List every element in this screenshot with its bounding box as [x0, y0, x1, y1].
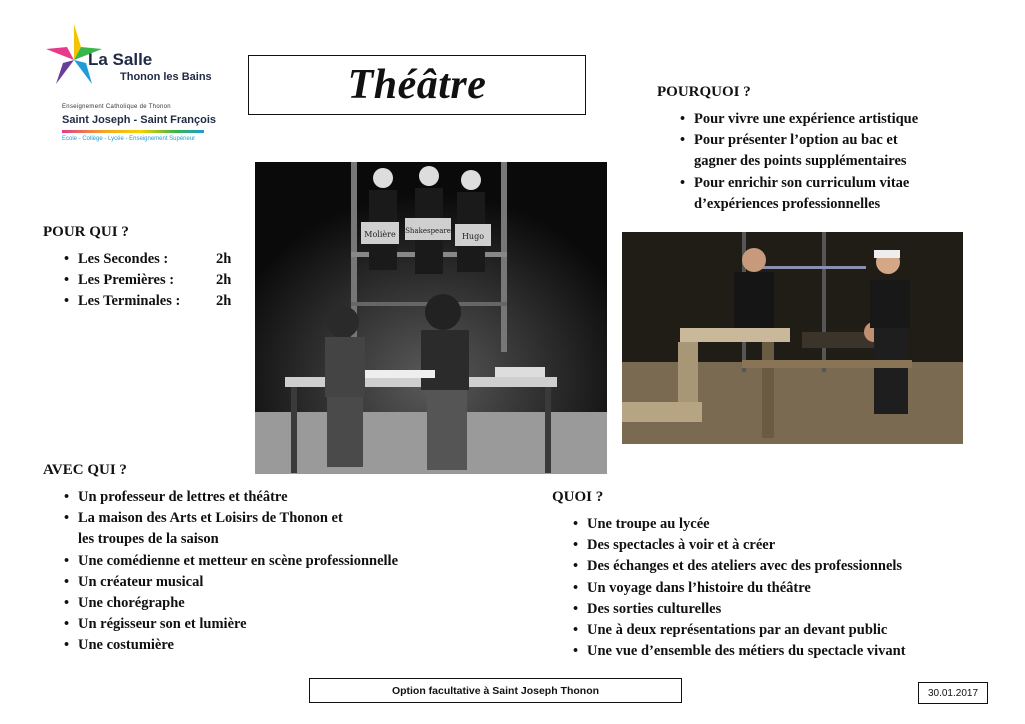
list-item: • La maison des Arts et Loisirs de Thonon et les troupes de la saison [64, 508, 398, 550]
list-item: • Une vue d’ensemble des métiers du spectacle vivant [573, 641, 906, 662]
list-item: • Un voyage dans l’histoire du théâtre [573, 578, 906, 599]
logo-school-name: Saint Joseph - Saint François [62, 114, 217, 126]
avec-qui-heading: AVEC QUI ? [43, 462, 127, 478]
list-item: • Un créateur musical [64, 572, 398, 593]
list-item: • Une à deux représentations par an devant public [573, 620, 906, 641]
sign-shakespeare: Shakespeare [405, 227, 451, 235]
list-item: • Pour présenter l’option au bac et gagner des points supplémentaires [680, 130, 918, 172]
pourquoi-heading: POURQUOI ? [657, 84, 751, 100]
logo-subtitle: Enseignement Catholique de Thonon [62, 104, 171, 110]
list-item: • Un régisseur son et lumière [64, 614, 398, 635]
quoi-list [573, 514, 906, 662]
logo-color-bar [62, 130, 204, 133]
list-item: • Les Terminales : 2h [64, 291, 231, 312]
sign-moliere: Molière [364, 230, 396, 239]
quoi-heading: QUOI ? [552, 489, 604, 505]
title-box [248, 55, 586, 115]
list-item: • Une costumière [64, 635, 398, 656]
list-item: • Pour enrichir son curriculum vitae d’expériences professionnelles [680, 173, 918, 215]
avec-qui-list [64, 487, 398, 657]
list-item: • Une comédienne et metteur en scène professionnelle [64, 551, 398, 572]
photo-stage-scene [255, 162, 607, 474]
list-item: • Les Secondes : 2h [64, 249, 231, 270]
photo-rehearsal-scene-image [622, 232, 963, 444]
logo-levels: Ecole - Collège - Lycée - Enseignement Supérieur [62, 136, 196, 142]
list-item: • Des échanges et des ateliers avec des professionnels [573, 556, 906, 577]
photo-rehearsal-scene [622, 232, 963, 444]
sign-hugo: Hugo [461, 232, 485, 241]
pourquoi-list [680, 109, 918, 215]
school-logo [42, 20, 232, 150]
photo-stage-scene-image [255, 162, 607, 474]
footer-note: Option facultative à Saint Joseph Thonon [309, 678, 682, 703]
footer-date: 30.01.2017 [918, 682, 988, 704]
list-item: • Une troupe au lycée [573, 514, 906, 535]
pour-qui-list [64, 249, 231, 313]
list-item: • Des spectacles à voir et à créer [573, 535, 906, 556]
logo-brand: La Salle [88, 50, 153, 69]
logo-place: Thonon les Bains [120, 71, 212, 83]
list-item: • Des sorties culturelles [573, 599, 906, 620]
page-title: Théâtre [347, 62, 487, 108]
list-item: • Une chorégraphe [64, 593, 398, 614]
list-item: • Les Premières : 2h [64, 270, 231, 291]
pour-qui-heading: POUR QUI ? [43, 224, 129, 240]
list-item: • Pour vivre une expérience artistique [680, 109, 918, 130]
list-item: • Un professeur de lettres et théâtre [64, 487, 398, 508]
